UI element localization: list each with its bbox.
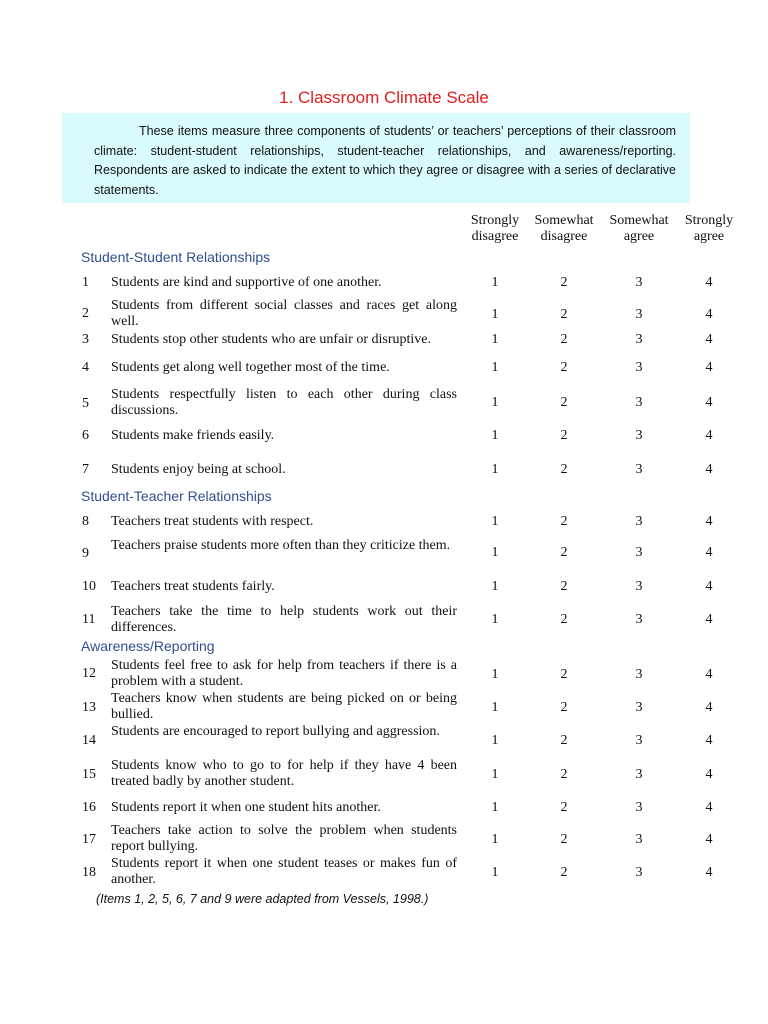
scale-option: 3: [635, 733, 643, 748]
scale-option: 4: [705, 612, 713, 627]
scale-option: 4: [705, 428, 713, 443]
intro-text: These items measure three components of students’ or teachers’ perceptions of their classroom climate: student-student relationships, student-teacher relationships, and awareness/reporting. Respondents are asked to indicate the extent to which they agree or disagree with a series of declarative statements.: [94, 124, 676, 197]
scale-option: 1: [491, 360, 499, 375]
scale-option: 2: [560, 612, 568, 627]
column-header-strongly-disagree: [455, 213, 535, 245]
scale-option: 1: [491, 832, 499, 847]
scale-option: 1: [491, 332, 499, 347]
column-header-line: Strongly: [684, 213, 734, 228]
item-number: 18: [82, 865, 96, 880]
scale-option: 1: [491, 514, 499, 529]
item-number: 7: [82, 462, 89, 477]
item-statement: Teachers take the time to help students work out their differences.: [111, 604, 457, 635]
scale-option: 2: [560, 275, 568, 290]
scale-option: 4: [705, 832, 713, 847]
intro-box: [62, 113, 690, 203]
item-number: 14: [82, 733, 96, 748]
scale-option: 3: [635, 800, 643, 815]
scale-option: 3: [635, 360, 643, 375]
item-statement: Teachers praise students more often than they criticize them.: [111, 538, 451, 553]
scale-option: 1: [491, 307, 499, 322]
item-number: 4: [82, 360, 89, 375]
page-title: 1. Classroom Climate Scale: [279, 88, 489, 107]
scale-option: 4: [705, 332, 713, 347]
scale-option: 2: [560, 360, 568, 375]
scale-option: 2: [560, 832, 568, 847]
scale-option: 3: [635, 462, 643, 477]
item-statement: Students get along well together most of the time.: [111, 360, 390, 375]
scale-option: 3: [635, 767, 643, 782]
scale-option: 2: [560, 332, 568, 347]
item-number: 9: [82, 546, 89, 561]
scale-option: 4: [705, 545, 713, 560]
scale-option: 4: [705, 667, 713, 682]
item-number: 3: [82, 332, 89, 347]
scale-option: 2: [560, 767, 568, 782]
item-statement: Students are kind and supportive of one another.: [111, 275, 382, 290]
item-statement: Students know who to go to for help if they have 4 been treated badly by another student.: [111, 758, 457, 789]
scale-option: 4: [705, 700, 713, 715]
scale-option: 1: [491, 612, 499, 627]
column-header-line: Somewhat: [534, 213, 594, 228]
item-number: 11: [82, 612, 96, 627]
column-header-line: agree: [693, 229, 725, 244]
item-statement: Teachers take action to solve the problem when students report bullying.: [111, 823, 457, 854]
scale-option: 2: [560, 800, 568, 815]
scale-option: 3: [635, 395, 643, 410]
scale-option: 2: [560, 700, 568, 715]
scale-option: 3: [635, 275, 643, 290]
item-statement: Students respectfully listen to each other during class discussions.: [111, 387, 457, 418]
item-statement: Teachers treat students fairly.: [111, 579, 275, 594]
scale-option: 1: [491, 667, 499, 682]
column-header-strongly-agree: [669, 213, 749, 245]
scale-option: 2: [560, 428, 568, 443]
item-statement: Students from different social classes and races get along well.: [111, 298, 457, 329]
item-number: 10: [82, 579, 96, 594]
scale-option: 3: [635, 612, 643, 627]
item-number: 16: [82, 800, 96, 815]
scale-option: 2: [560, 667, 568, 682]
section-heading-student-teacher: Student-Teacher Relationships: [81, 488, 272, 504]
scale-option: 4: [705, 360, 713, 375]
section-heading-student-student: Student-Student Relationships: [81, 249, 271, 265]
scale-option: 1: [491, 428, 499, 443]
item-number: 2: [82, 306, 89, 321]
item-statement: Teachers treat students with respect.: [111, 514, 314, 529]
scale-option: 3: [635, 545, 643, 560]
scale-option: 4: [705, 733, 713, 748]
item-number: 5: [82, 396, 89, 411]
scale-option: 2: [560, 514, 568, 529]
scale-option: 3: [635, 514, 643, 529]
scale-option: 1: [491, 865, 499, 880]
scale-option: 3: [635, 579, 643, 594]
scale-option: 3: [635, 332, 643, 347]
scale-option: 3: [635, 832, 643, 847]
column-header-line: disagree: [471, 229, 519, 244]
scale-option: 4: [705, 462, 713, 477]
scale-option: 4: [705, 395, 713, 410]
column-header-line: agree: [623, 229, 655, 244]
scale-option: 2: [560, 733, 568, 748]
column-header-line: Strongly: [470, 213, 520, 228]
scale-option: 3: [635, 865, 643, 880]
column-header-line: disagree: [540, 229, 588, 244]
scale-option: 1: [491, 275, 499, 290]
scale-option: 4: [705, 275, 713, 290]
footnote: (Items 1, 2, 5, 6, 7 and 9 were adapted from Vessels, 1998.): [96, 892, 429, 906]
column-header-line: Somewhat: [609, 213, 669, 228]
scale-option: 1: [491, 800, 499, 815]
scale-option: 1: [491, 733, 499, 748]
scale-option: 2: [560, 395, 568, 410]
scale-option: 4: [705, 579, 713, 594]
scale-option: 2: [560, 579, 568, 594]
scale-option: 4: [705, 514, 713, 529]
section-heading-awareness-reporting: Awareness/Reporting: [81, 638, 215, 654]
scale-option: 4: [705, 865, 713, 880]
item-number: 15: [82, 767, 96, 782]
item-statement: Students stop other students who are unfair or disruptive.: [111, 332, 432, 347]
item-number: 13: [82, 700, 96, 715]
scale-option: 1: [491, 700, 499, 715]
column-header-somewhat-disagree: [524, 213, 604, 245]
item-number: 12: [82, 666, 96, 681]
scale-option: 2: [560, 865, 568, 880]
item-number: 1: [82, 275, 89, 290]
scale-option: 3: [635, 307, 643, 322]
scale-option: 1: [491, 462, 499, 477]
scale-option: 3: [635, 700, 643, 715]
item-statement: Students make friends easily.: [111, 428, 275, 443]
item-number: 6: [82, 428, 89, 443]
item-statement: Teachers know when students are being picked on or being bullied.: [111, 691, 457, 722]
item-statement: Students report it when one student hits another.: [111, 800, 381, 815]
scale-option: 2: [560, 307, 568, 322]
scale-option: 2: [560, 545, 568, 560]
item-number: 17: [82, 832, 96, 847]
item-statement: Students feel free to ask for help from teachers if there is a problem with a student.: [111, 658, 457, 689]
scale-option: 3: [635, 667, 643, 682]
scale-option: 1: [491, 395, 499, 410]
item-statement: Students enjoy being at school.: [111, 462, 286, 477]
item-statement: Students are encouraged to report bullying and aggression.: [111, 724, 440, 739]
scale-option: 1: [491, 579, 499, 594]
scale-option: 4: [705, 800, 713, 815]
scale-option: 1: [491, 545, 499, 560]
scale-option: 2: [560, 462, 568, 477]
item-number: 8: [82, 514, 89, 529]
scale-option: 3: [635, 428, 643, 443]
scale-option: 1: [491, 767, 499, 782]
column-header-somewhat-agree: [599, 213, 679, 245]
scale-option: 4: [705, 307, 713, 322]
item-statement: Students report it when one student teases or makes fun of another.: [111, 856, 457, 887]
scale-option: 4: [705, 767, 713, 782]
